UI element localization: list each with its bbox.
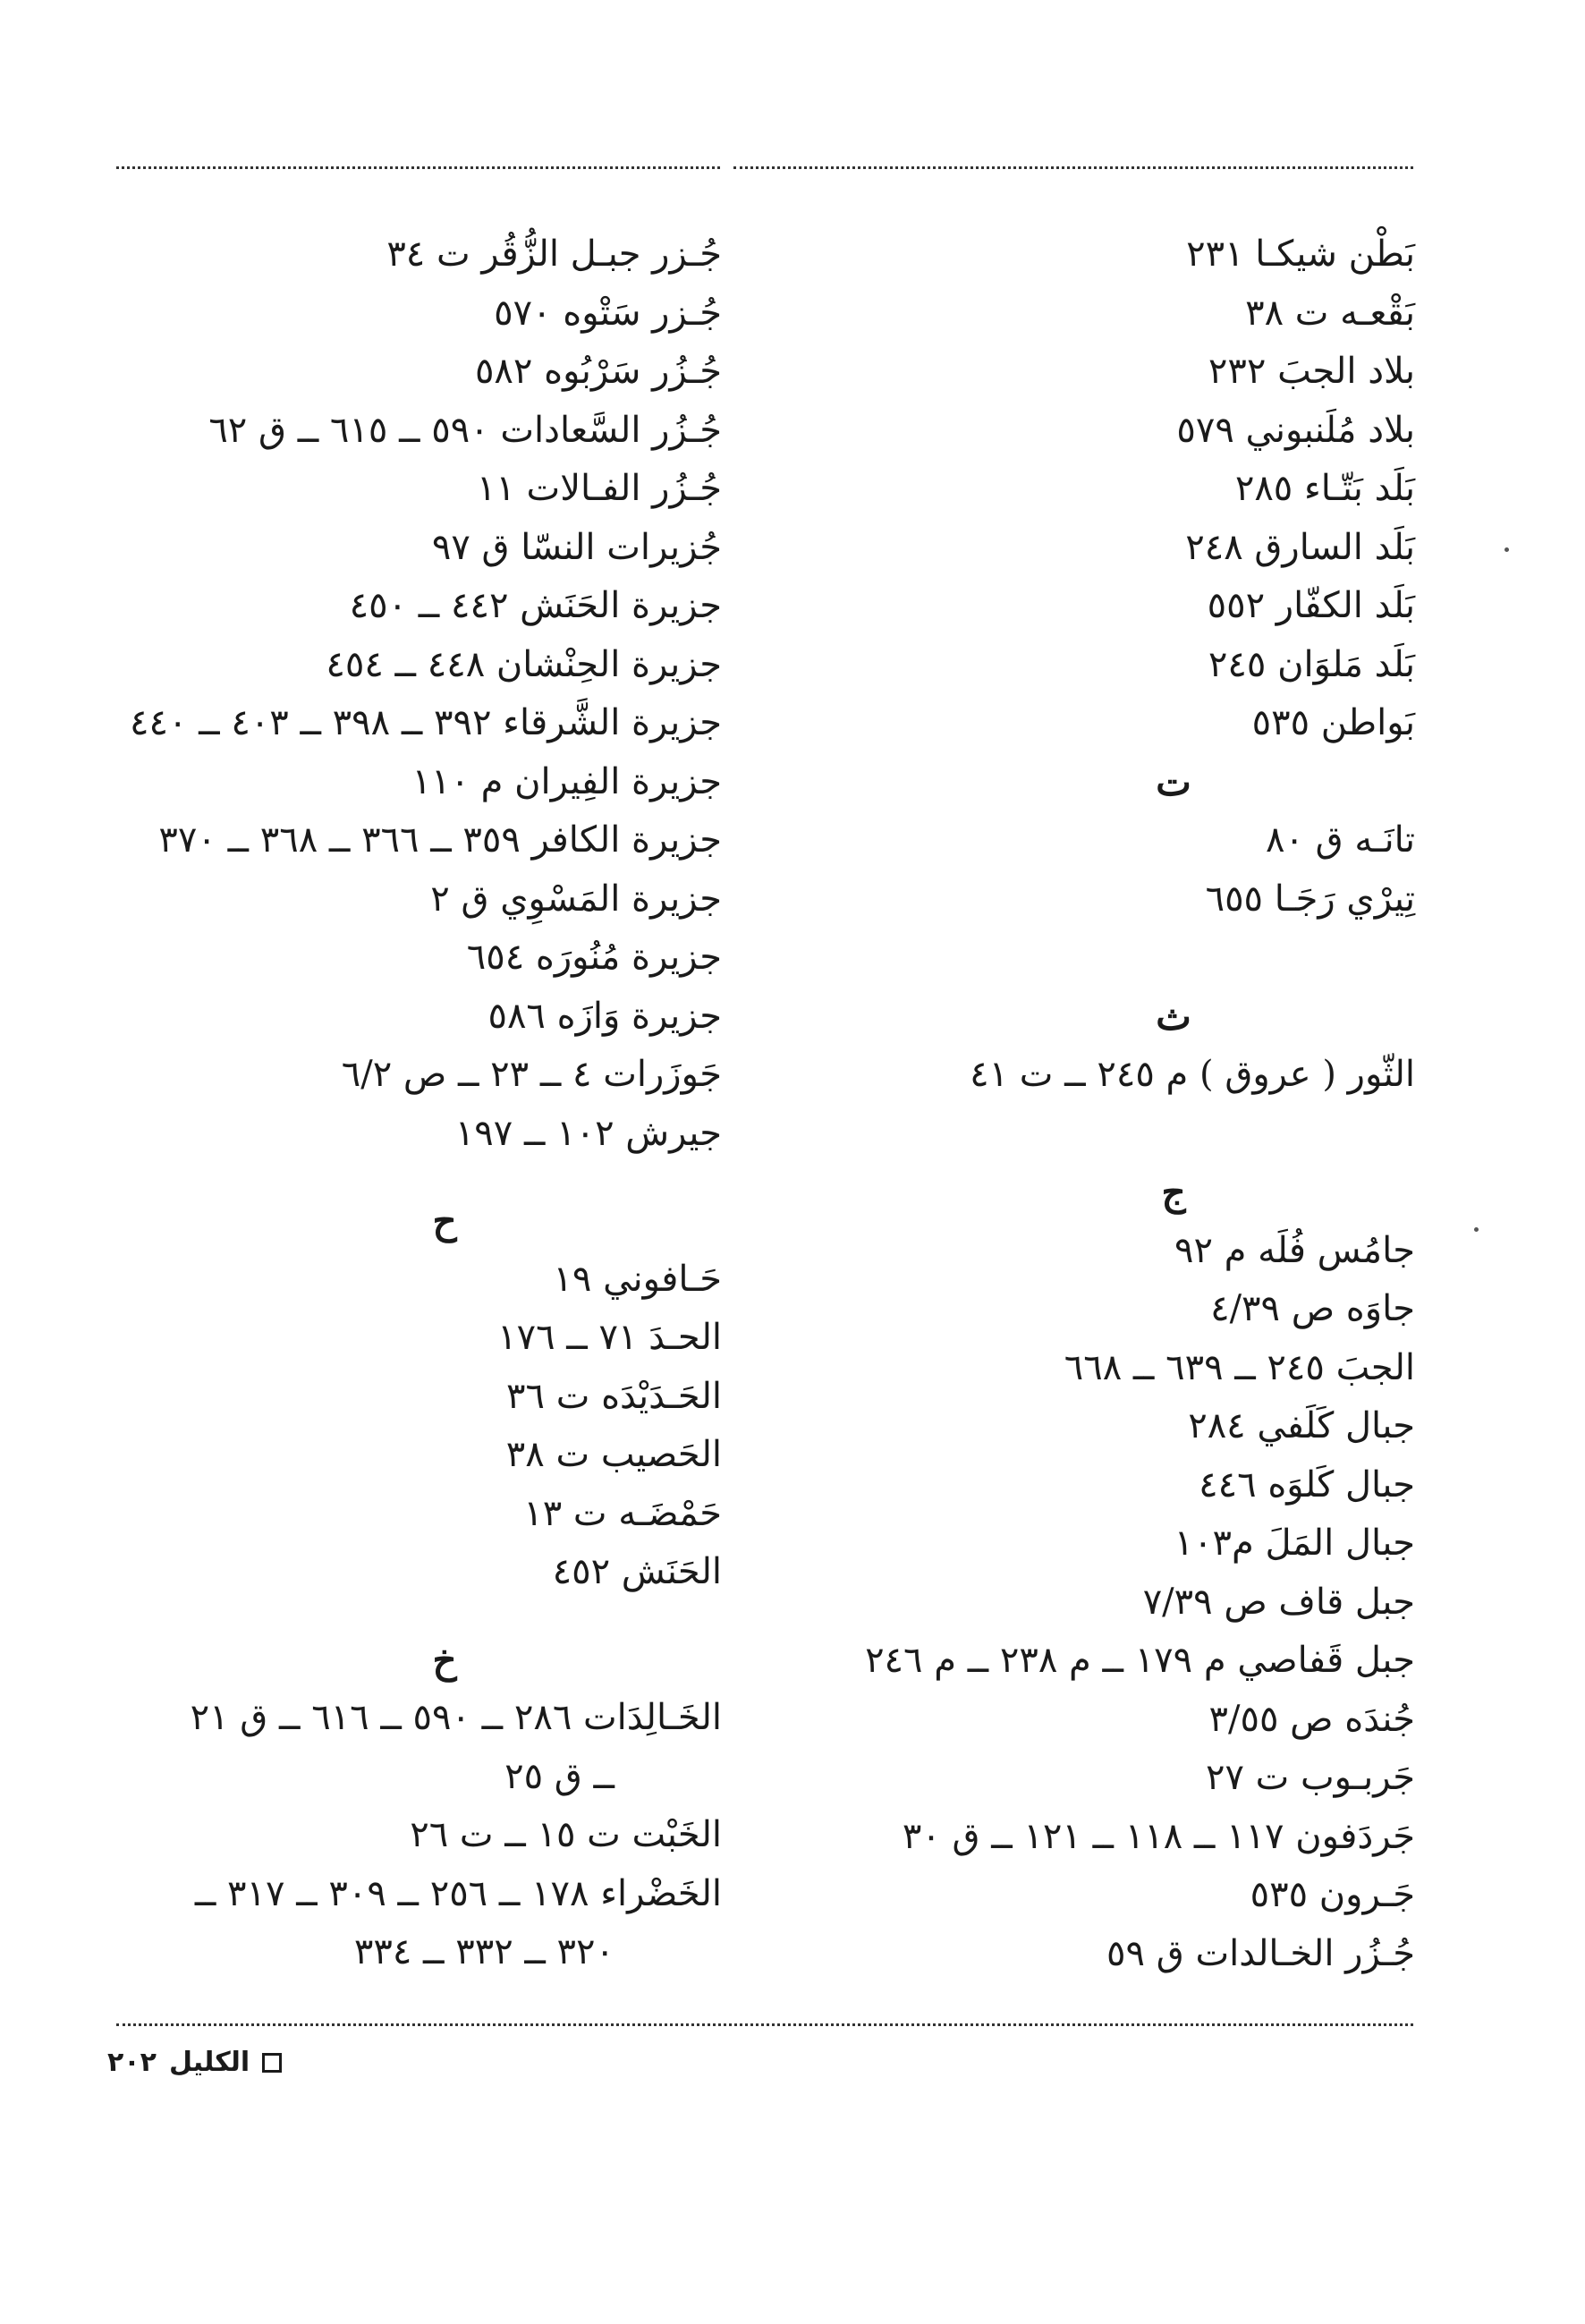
index-entry: جُندَه ص ٣/٥٥ [1208, 1698, 1415, 1740]
index-entry: جُزيرات النسّا ق ٩٧ [431, 526, 722, 568]
index-entry: جزيرة المَسْوِي ق ٢ [430, 878, 722, 920]
index-entry: بلاد مُلَنبوني ٥٧٩ [1176, 409, 1415, 451]
index-entry: جَـرون ٥٣٥ [1250, 1874, 1415, 1915]
index-entry: الخَبْت ت ١٥ ــ ت ٢٦ [410, 1814, 722, 1855]
index-entry: حَمْضَـه ت ١٣ [523, 1492, 722, 1534]
index-entry: جزيرة الكافر ٣٥٩ ــ ٣٦٦ ــ ٣٦٨ ــ ٣٧٠ [158, 819, 722, 861]
section-spacer [0, 1602, 722, 1631]
index-entry: الخَضْراء ١٧٨ ــ ٢٥٦ ــ ٣٠٩ ــ ٣١٧ ــ [194, 1872, 722, 1914]
index-entry: حَـافوني ١٩ [553, 1258, 722, 1300]
section-letter-heading: ج [1161, 1170, 1186, 1214]
index-entry: جُـزُر الخـالدات ق ٥٩ [1106, 1932, 1415, 1974]
index-entry: جزيرة الشَّرقاء ٣٩٢ ــ ٣٩٨ ــ ٤٠٣ ــ ٤٤٠ [130, 702, 722, 743]
index-entry: جزيرة الحِنْشان ٤٤٨ ــ ٤٥٤ [326, 643, 722, 685]
index-entry: بَواطن ٥٣٥ [1251, 702, 1415, 743]
index-entry: جامُس فُلَه م ٩٢ [1174, 1229, 1415, 1271]
section-letter-heading: ث [1156, 994, 1191, 1039]
index-entry: جزيرة مُنُورَه ٦٥٤ [466, 937, 722, 978]
index-entry: الحـدَ ٧١ ــ ١٧٦ [497, 1317, 722, 1358]
stray-dot [1504, 547, 1509, 552]
index-entry: جُـزُر السَّعادات ٥٩٠ ــ ٦١٥ ــ ق ٦٢ [208, 409, 722, 451]
top-divider-left [116, 166, 720, 169]
index-entry: جبال كَلوَه ٤٤٦ [1199, 1463, 1415, 1506]
section-letter-heading: ح [432, 1199, 457, 1243]
index-entry: جزيرة وَازَه ٥٨٦ [487, 995, 722, 1037]
section-spacer [735, 1105, 1415, 1164]
index-entry: جَوزَرات ٤ ــ ٢٣ ــ ص ٦/٢ [341, 1054, 722, 1095]
index-entry: جبال كَلَفي ٢٨٤ [1188, 1405, 1415, 1446]
index-entry: جَردَفون ١١٧ ــ ١١٨ ــ ١٢١ ــ ق ٣٠ [902, 1815, 1415, 1857]
section-letter-heading: خ [432, 1637, 457, 1682]
index-entry: بَلَد مَلوَان ٢٤٥ [1208, 643, 1415, 685]
index-entry: جُـزُر الفـالات ١١ [476, 468, 722, 509]
index-entry: الثّور ( عروق ) م ٢٤٥ ــ ت ٤١ [970, 1054, 1415, 1095]
square-icon [262, 2053, 282, 2073]
section-spacer [735, 929, 1415, 988]
index-entry: الخَـالِدَات ٢٨٦ ــ ٥٩٠ ــ ٦١٦ ــ ق ٢١ [190, 1697, 722, 1738]
index-entry: بَطْن شيكـا ٢٣١ [1186, 233, 1415, 275]
index-entry: جزيرة الحَنَش ٤٤٢ ــ ٤٥٠ [349, 585, 722, 626]
index-entry: الحَـدَيْدَه ت ٣٦ [506, 1375, 722, 1417]
index-entry: جبال المَلَ م١٠٣ [1174, 1522, 1415, 1564]
index-entry: ٣٢٠ ــ ٣٣٢ ــ ٣٣٤ [353, 1931, 615, 1972]
index-entry: ــ ق ٢٥ [504, 1755, 615, 1797]
footer-book-title: الكليل [168, 2047, 250, 2078]
bottom-divider [116, 2023, 1413, 2026]
index-entry: تانَـه ق ٨٠ [1265, 819, 1415, 861]
index-entry: جبل قَفاصي م ١٧٩ ــ م ٢٣٨ ــ م ٢٤٦ [865, 1640, 1415, 1681]
index-entry: بَلَد السارق ٢٤٨ [1185, 526, 1415, 568]
index-entry: جزيرة الفِيران م ١١٠ [411, 760, 722, 802]
index-entry: بَلَد بَتّـاء ٢٨٥ [1234, 468, 1415, 509]
index-entry: بَقْعـه ت ٣٨ [1245, 292, 1415, 334]
footer-page-number: ٢٠٢ [107, 2047, 157, 2078]
index-entry: تِيرْي رَجَـا ٦٥٥ [1205, 878, 1415, 920]
stray-dot [1474, 1227, 1479, 1232]
index-entry: جيرش ١٠٢ ــ ١٩٧ [454, 1112, 722, 1154]
section-letter-heading: ت [1156, 759, 1191, 804]
page-footer [107, 2047, 282, 2078]
index-entry: بلاد الجبَ ٢٣٢ [1208, 351, 1415, 392]
section-spacer [0, 1163, 722, 1192]
index-column-left [0, 225, 722, 1982]
index-entry: جُـزر سَتْوه ٥٧٠ [494, 292, 722, 334]
index-entry: جبل قاف ص ٧/٣٩ [1142, 1581, 1415, 1623]
index-column-right [735, 225, 1415, 1983]
index-entry: الجبَ ٢٤٥ ــ ٦٣٩ ــ ٦٦٨ [1064, 1346, 1415, 1388]
index-entry: جاوَه ص ٤/٣٩ [1210, 1288, 1415, 1329]
top-divider-right [733, 166, 1413, 169]
index-entry: الحَصيب ت ٣٨ [505, 1434, 722, 1475]
index-entry: جُـزُر سَرْبُوه ٥٨٢ [474, 351, 722, 392]
index-entry: الحَنَش ٤٥٢ [552, 1551, 722, 1592]
index-entry: جَربـوب ت ٢٧ [1205, 1757, 1415, 1798]
index-entry: جُـزر جبـل الزُّقُر ت ٣٤ [386, 233, 722, 275]
index-entry: بَلَد الكفّار ٥٥٢ [1207, 585, 1415, 626]
